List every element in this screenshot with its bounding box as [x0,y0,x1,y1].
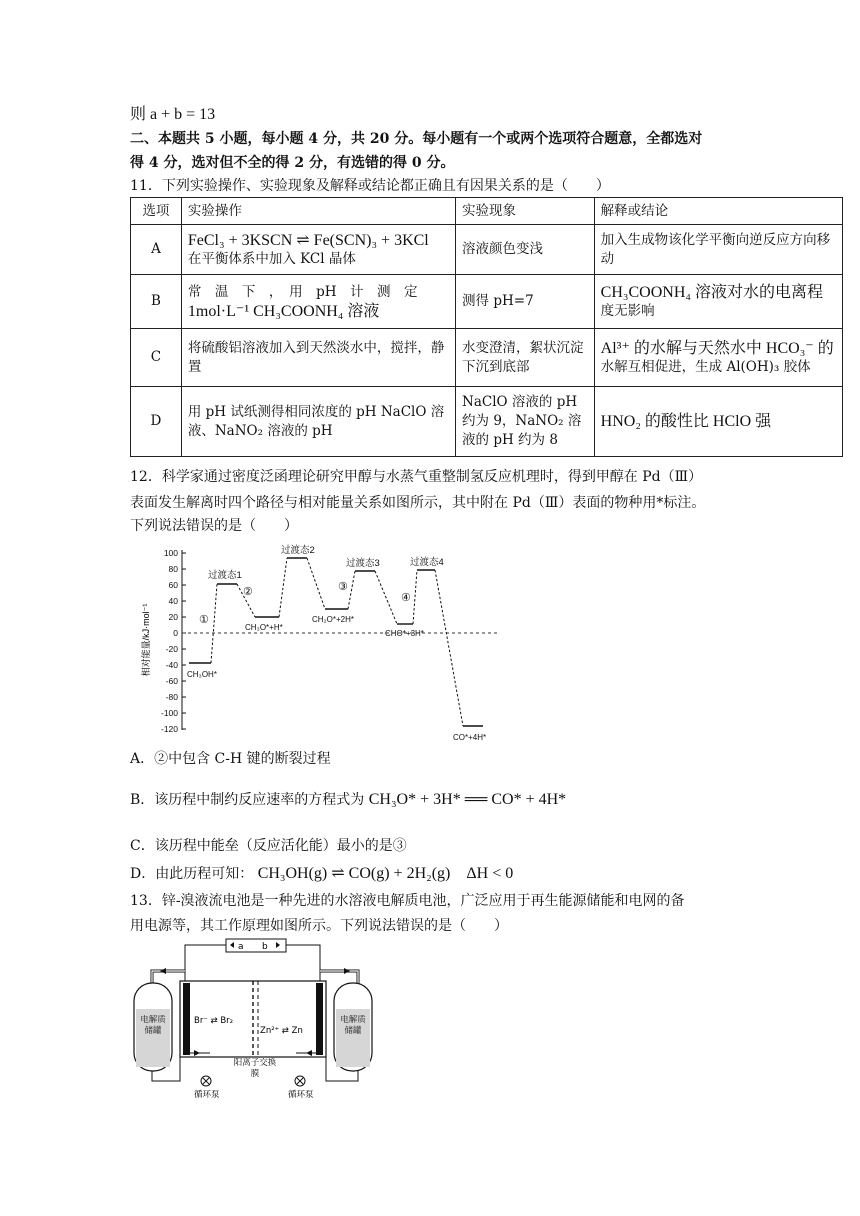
table-row [131,387,843,457]
q12-stem-line3: 下列说法错误的是（ ） [130,518,298,534]
q13-stem-line2: 用电源等，其工作原理如图所示。下列说法错误的是（ ） [130,918,508,934]
left-pump-icon [201,1076,211,1086]
species-co: CO*+4H* [453,733,487,742]
electrode-b-label: b [262,942,268,952]
row-c-phenomenon: 水变澄清，絮状沉淀下沉到底部 [456,329,595,387]
right-pump-label: 循环泵 [288,1090,314,1100]
ts4-label: 过渡态4 [410,557,444,568]
ts1-label: 过渡态1 [208,570,242,581]
energy-profile-diagram [135,540,515,745]
left-pump-label: 循环泵 [194,1090,220,1100]
y-tick: 20 [168,612,178,622]
q12-stem-line1: 12．科学家通过密度泛函理论研究甲醇与水蒸气重整制氢反应机理时，得到甲醇在 Pd（Ⅲ） [130,469,703,485]
row-b-phenomenon: 测得 pH=7 [456,275,595,329]
header-option: 选项 [131,198,182,225]
right-tank-label: 电解质储罐 [340,1015,366,1036]
q12-option-d-equation: CH₃OH(g) ⇌ CO(g) + 2H₂(g) ΔH < 0 [257,865,514,882]
row-b-conclusion-text: 度无影响 [600,302,655,319]
row-d-operation: 用 pH 试纸测得相同浓度的 pH NaClO 溶液、NaNO₂ 溶液的 pH [181,387,455,457]
q12-option-b-equation: CH₃O* + 3H* ══ CO* + 4H* [368,791,567,808]
row-c-option: C [131,329,182,387]
ts2-label: 过渡态2 [281,545,315,556]
zinc-bromine-battery-diagram [130,935,380,1100]
row-b-operation [181,275,455,329]
row-b-op-text: 常 温 下 ， 用 pH 计 测 定 [187,283,418,300]
q12-option-b [130,789,566,809]
q11-table [130,197,843,457]
header-conclusion: 解释或结论 [594,198,842,225]
y-tick: 40 [168,596,178,606]
top-equation: 则 a + b = 13 [130,106,216,123]
right-reaction: Zn²⁺ ⇄ Zn [260,1026,303,1036]
section2-heading-line2: 得 4 分，选对但不全的得 2 分，有选错的得 0 分。 [130,155,455,171]
electrode-a-label: a [238,942,244,952]
step2-label: ② [243,586,253,598]
row-c-conclusion-formula: Al³⁺ 的水解与天然水中 HCO₃⁻ 的 [600,339,834,357]
row-c-conclusion-text: 水解互相促进，生成 Al(OH)₃ 胶体 [600,358,811,375]
row-c-conclusion [594,329,842,387]
row-d-conclusion: HNO₂ 的酸性比 HClO 强 [594,387,842,457]
row-a-formula: FeCl₃ + 3KSCN ⇌ Fe(SCN)₃ + 3KCl [187,231,429,249]
left-reaction: Br⁻ ⇄ Br₂ [194,1016,234,1026]
header-operation: 实验操作 [181,198,455,225]
row-d-option: D [131,387,182,457]
y-tick: 0 [173,628,178,638]
row-b-option: B [131,275,182,329]
row-d-phenomenon: NaClO 溶液的 pH 约为 9，NaNO₂ 溶液的 pH 约为 8 [456,387,595,457]
row-b-formula: 1mol·L⁻¹ CH₃COONH₄ 溶液 [187,302,380,320]
row-a-conclusion: 加入生成物该化学平衡向逆反应方向移动 [594,225,842,275]
q12-option-c: C．该历程中能垒（反应活化能）最小的是③ [130,838,407,854]
step3-label: ③ [338,581,348,593]
row-b-conclusion-formula: CH₃COONH₄ 溶液对水的电离程 [600,283,823,301]
y-tick: -80 [165,692,178,702]
row-a-op-text: 在平衡体系中加入 KCl 晶体 [187,250,356,267]
right-pump-icon [295,1076,305,1086]
row-b-conclusion [594,275,842,329]
q11-stem: 11．下列实验操作、实验现象及解释或结论都正确且有因果关系的是（ ） [130,178,610,194]
row-a-option: A [131,225,182,275]
membrane-label: 阳离子交换膜 [233,1058,277,1079]
y-tick: -40 [165,660,178,670]
ts3-label: 过渡态3 [346,558,380,569]
section2-heading-line1: 二、本题共 5 小题，每小题 4 分，共 20 分。每小题有一个或两个选项符合题意，全都选对 [130,131,703,147]
q12-option-d [130,860,513,883]
species-ch2o: CH₂O*+2H* [312,615,355,624]
step1-label: ① [199,614,209,626]
y-tick: -20 [165,644,178,654]
species-ch3o: CH₃O*+H* [245,623,283,632]
left-tank-label: 电解质储罐 [140,1015,166,1036]
row-a-phenomenon: 溶液颜色变浅 [456,225,595,275]
right-electrode [316,983,323,1055]
q13-stem-line1: 13．锌-溴液流电池是一种先进的水溶液电解质电池，广泛应用于再生能源储能和电网的备 [130,893,685,909]
y-tick: -100 [160,708,178,718]
q12-option-a: A．②中包含 C-H 键的断裂过程 [130,751,331,767]
species-cho: CHO*+3H* [385,629,424,638]
table-row [131,225,843,275]
row-c-operation: 将硫酸铝溶液加入到天然淡水中，搅拌，静置 [181,329,455,387]
table-row [131,275,843,329]
y-tick: -60 [165,676,178,686]
step4-label: ④ [401,592,411,604]
table-row [131,329,843,387]
q12-stem-line2: 表面发生解离时四个路径与相对能量关系如图所示，其中附在 Pd（Ⅲ）表面的物种用*标注。 [130,495,706,511]
q12-option-d-text: D．由此历程可知： [130,866,254,882]
species-ch3oh: CH₃OH* [187,670,217,679]
y-tick: 80 [168,564,178,574]
y-tick: -120 [160,724,178,734]
left-electrode [183,983,190,1055]
y-axis-label: 相对能量/kJ·mol⁻¹ [141,603,151,677]
y-tick: 100 [163,548,178,558]
header-phenomenon: 实验现象 [456,198,595,225]
row-a-operation [181,225,455,275]
q12-option-b-text: B．该历程中制约反应速率的方程式为 [130,792,365,808]
table-header-row [131,198,843,225]
y-tick: 60 [168,580,178,590]
